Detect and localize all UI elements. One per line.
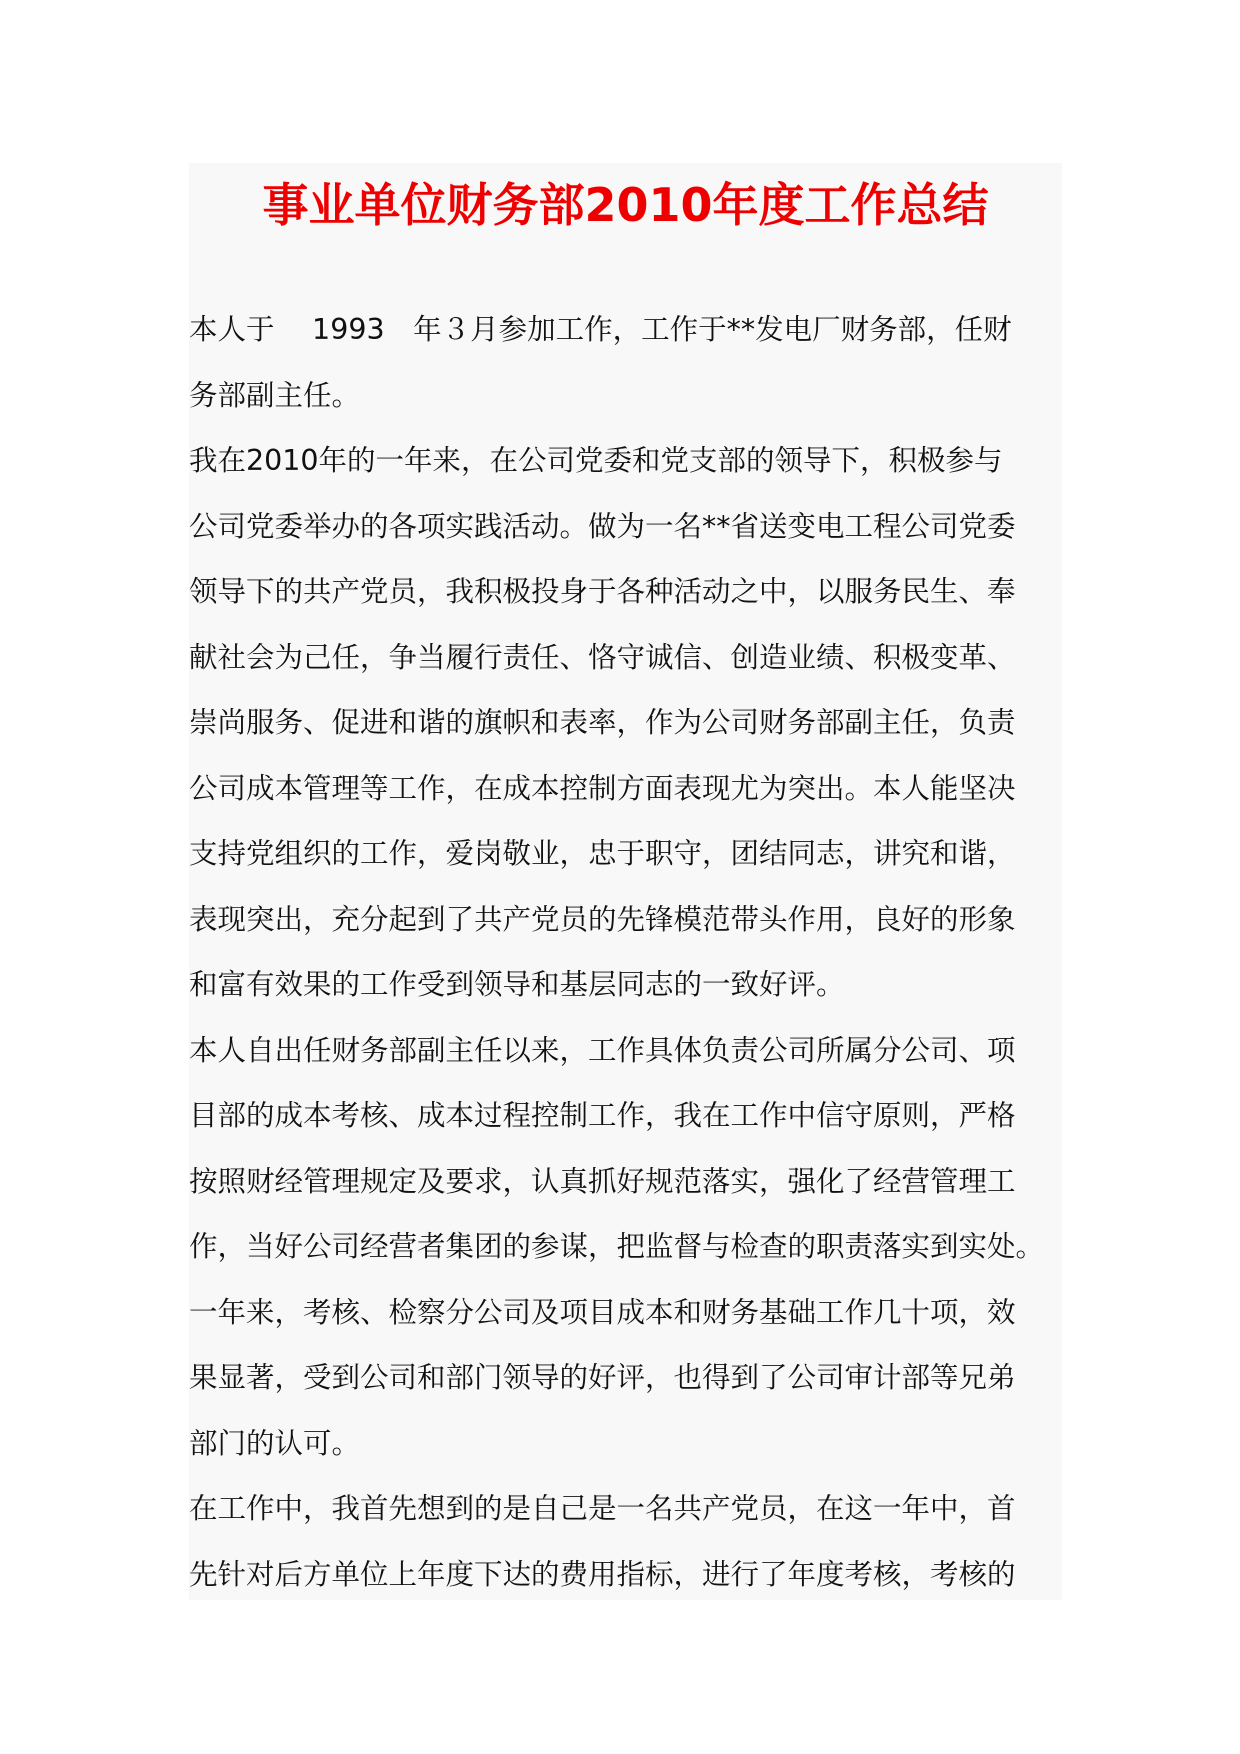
text-line: 和富有效果的工作受到领导和基层同志的一致好评。 — [189, 968, 845, 1001]
text-line: 公司成本管理等工作，在成本控制方面表现尤为突出。本人能坚决 — [189, 771, 1016, 805]
text-line: 一年来，考核、检察分公司及项目成本和财务基础工作几十项，效 — [189, 1295, 1016, 1329]
text-line: 献社会为己任，争当履行责任、恪守诚信、创造业绩、积极变革、 — [189, 640, 1016, 674]
text-line: 公司党委举办的各项实践活动。做为一名**省送变电工程公司党委 — [189, 509, 1016, 543]
text-line: 按照财经管理规定及要求，认真抓好规范落实，强化了经营管理工 — [189, 1164, 1016, 1198]
text-line: 在工作中，我首先想到的是自己是一名共产党员，在这一年中，首 — [189, 1492, 1016, 1525]
text-line: 本人于 1993 年３月参加工作，工作于**发电厂财务部，任财 — [189, 313, 1012, 346]
text-line: 目部的成本考核、成本过程控制工作，我在工作中信守原则，严格 — [189, 1099, 1016, 1132]
text-line: 务部副主任。 — [189, 378, 361, 412]
text-line: 果显著，受到公司和部门领导的好评，也得到了公司审计部等兄弟 — [189, 1361, 1016, 1394]
document-title: 事业单位财务部2010年度工作总结 — [262, 178, 989, 232]
text-line: 领导下的共产党员，我积极投身于各种活动之中，以服务民生、奉 — [189, 575, 1016, 608]
document-body — [189, 163, 1062, 1600]
text-line: 表现突出，充分起到了共产党员的先锋模范带头作用，良好的形象 — [189, 902, 1016, 936]
document-text — [189, 297, 1062, 1600]
text-line: 崇尚服务、促进和谐的旗帜和表率，作为公司财务部副主任，负责 — [189, 706, 1016, 739]
text-line: 部门的认可。 — [189, 1426, 361, 1460]
text-line: 我在2010年的一年来，在公司党委和党支部的领导下，积极参与 — [189, 444, 1003, 477]
text-line: 先针对后方单位上年度下达的费用指标，进行了年度考核，考核的 — [189, 1557, 1016, 1591]
text-line: 作，当好公司经营者集团的参谋，把监督与检查的职责落实到实处。 — [189, 1230, 1045, 1263]
text-line: 支持党组织的工作，爱岗敬业，忠于职守，团结同志，讲究和谐， — [189, 837, 1016, 870]
text-line: 本人自出任财务部副主任以来，工作具体负责公司所属分公司、项 — [189, 1033, 1016, 1067]
